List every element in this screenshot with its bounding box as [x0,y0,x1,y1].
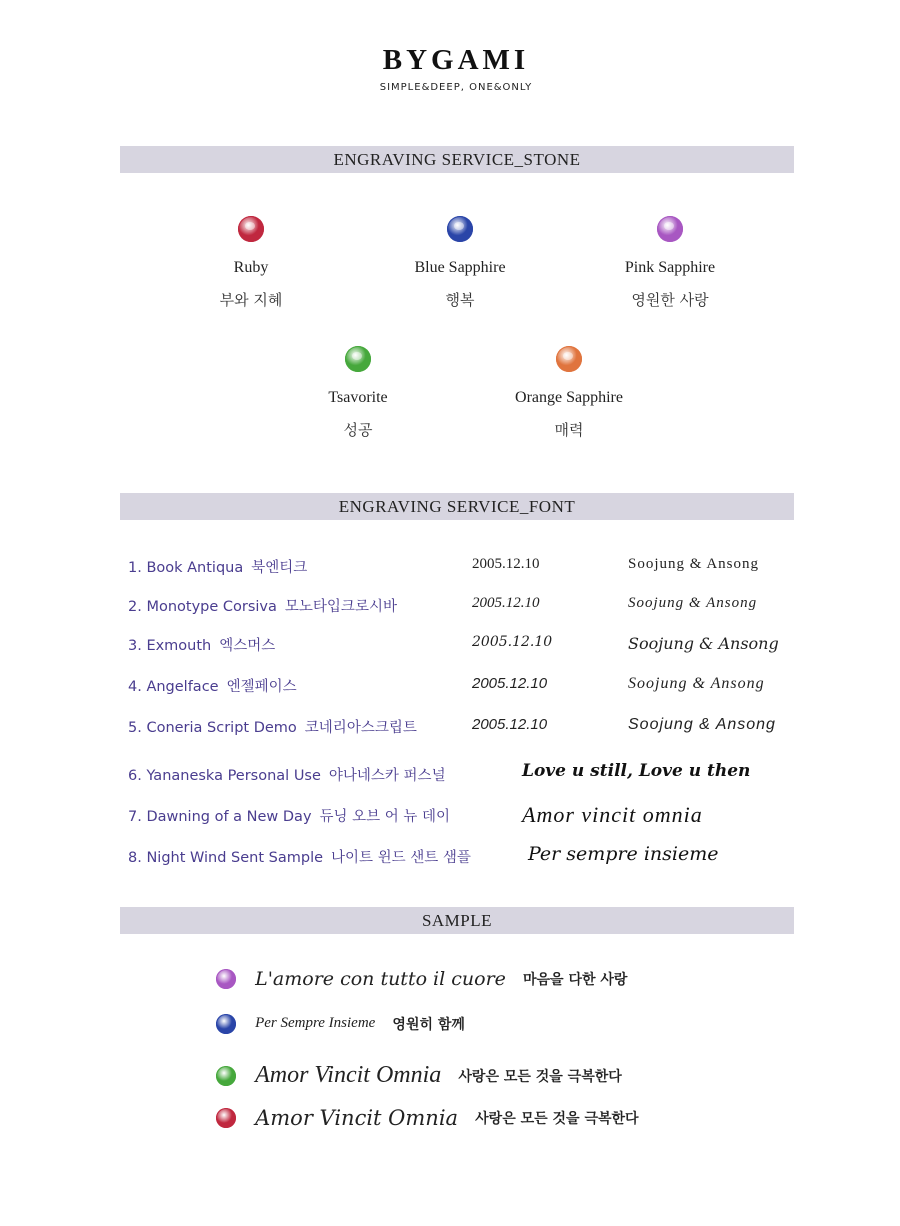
font-sample-date: 2005.12.10 [472,595,540,611]
font-name: 5. Coneria Script Demo [128,720,297,736]
font-name: 7. Dawning of a New Day [128,809,312,825]
font-sample-names: Soojung & Ansong [628,595,758,611]
pink-sapphire-gem-icon [657,216,683,242]
font-row [128,802,808,835]
blue-sapphire-gem-icon [447,216,473,242]
font-sample-names: Soojung & Ansong [628,634,779,653]
font-label [128,556,307,577]
sample-meaning-kr: 사랑은 모든 것을 극복한다 [475,1111,639,1127]
font-name-kr: 엑스머스 [219,638,276,654]
font-sample-date: 2005.12.10 [472,675,548,692]
font-name: 3. Exmouth [128,638,212,654]
font-sample-names: Soojung & Ansong [628,675,765,692]
font-name: 1. Book Antiqua [128,560,244,576]
font-row [128,634,808,664]
font-sample-names: Soojung & Ansong [628,556,760,572]
font-sample-date: 2005.12.10 [472,556,540,572]
font-name: 2. Monotype Corsiva [128,599,277,615]
font-label [128,805,450,826]
font-row [128,843,808,876]
stone-name: Tsavorite [328,389,388,406]
tsavorite-gem-icon [345,346,371,372]
tsavorite-gem-icon [216,1066,236,1086]
stone-blue-sapphire [360,216,560,310]
font-label [128,675,297,696]
font-name-kr: 야나네스카 퍼스널 [328,768,446,784]
font-label [128,595,397,616]
font-row [128,761,808,794]
stone-name: Orange Sapphire [515,389,623,406]
sample-row [216,1062,622,1094]
pink-sapphire-gem-icon [216,969,236,989]
sample-phrase: L'amore con tutto il cuore [255,968,506,990]
brand-tagline: SIMPLE&DEEP, ONE&ONLY [379,82,533,93]
font-name-kr: 듀닝 오브 어 뉴 데이 [319,809,451,825]
font-name: 4. Angelface [128,679,219,695]
font-name-kr: 북엔티크 [251,560,308,576]
sample-section-title: SAMPLE [120,907,794,934]
sample-row [216,1013,465,1045]
stone-section-title: ENGRAVING SERVICE_STONE [120,146,794,173]
sample-meaning-kr: 영원히 함께 [392,1016,465,1033]
stone-meaning: 성공 [343,421,373,439]
font-name-kr: 나이트 윈드 샌트 샘플 [331,850,471,866]
sample-phrase: Per Sempre Insieme [255,1015,376,1031]
font-sample-phrase: Love u still, Love u then [522,761,751,781]
stone-meaning: 행복 [445,291,475,309]
stone-name: Pink Sapphire [624,259,716,276]
font-sample-date: 2005.12.10 [472,716,548,733]
font-name: 6. Yananeska Personal Use [128,768,321,784]
font-name-kr: 코네리아스크립트 [304,720,417,736]
stone-meaning: 영원한 사랑 [631,291,709,309]
stone-tsavorite [258,346,458,440]
sample-row [216,1106,639,1138]
stone-meaning: 매력 [554,421,584,439]
stone-ruby [151,216,351,310]
sample-meaning-kr: 사랑은 모든 것을 극복한다 [458,1068,622,1085]
font-row [128,556,808,586]
font-label [128,764,446,785]
font-sample-phrase: Amor vincit omnia [522,802,703,827]
font-row [128,716,808,746]
font-sample-names: Soojung & Ansong [628,716,776,733]
font-label [128,846,471,867]
font-name: 8. Night Wind Sent Sample [128,850,324,866]
stone-pink-sapphire [570,216,770,310]
ruby-gem-icon [216,1108,236,1128]
sample-phrase: Amor Vincit Omnia [255,1106,459,1130]
font-row [128,675,808,705]
font-name-kr: 모노타입크로시바 [284,599,397,615]
blue-sapphire-gem-icon [216,1014,236,1034]
ruby-gem-icon [238,216,264,242]
font-row [128,595,808,625]
stone-orange-sapphire [469,346,669,440]
brand-logo: BYGAMI [382,44,530,76]
sample-meaning-kr: 마음을 다한 사랑 [523,972,628,988]
stone-name: Ruby [233,259,269,276]
sample-phrase: Amor Vincit Omnia [255,1062,442,1088]
font-label [128,634,275,655]
font-section-title: ENGRAVING SERVICE_FONT [120,493,794,520]
font-label [128,716,417,737]
orange-sapphire-gem-icon [556,346,582,372]
font-name-kr: 엔젤페이스 [226,679,297,695]
sample-row [216,968,627,1000]
font-sample-date: 2005.12.10 [472,634,553,650]
stone-meaning: 부와 지혜 [219,291,283,309]
font-sample-phrase: Per sempre insieme [528,843,719,865]
stone-name: Blue Sapphire [414,259,506,276]
